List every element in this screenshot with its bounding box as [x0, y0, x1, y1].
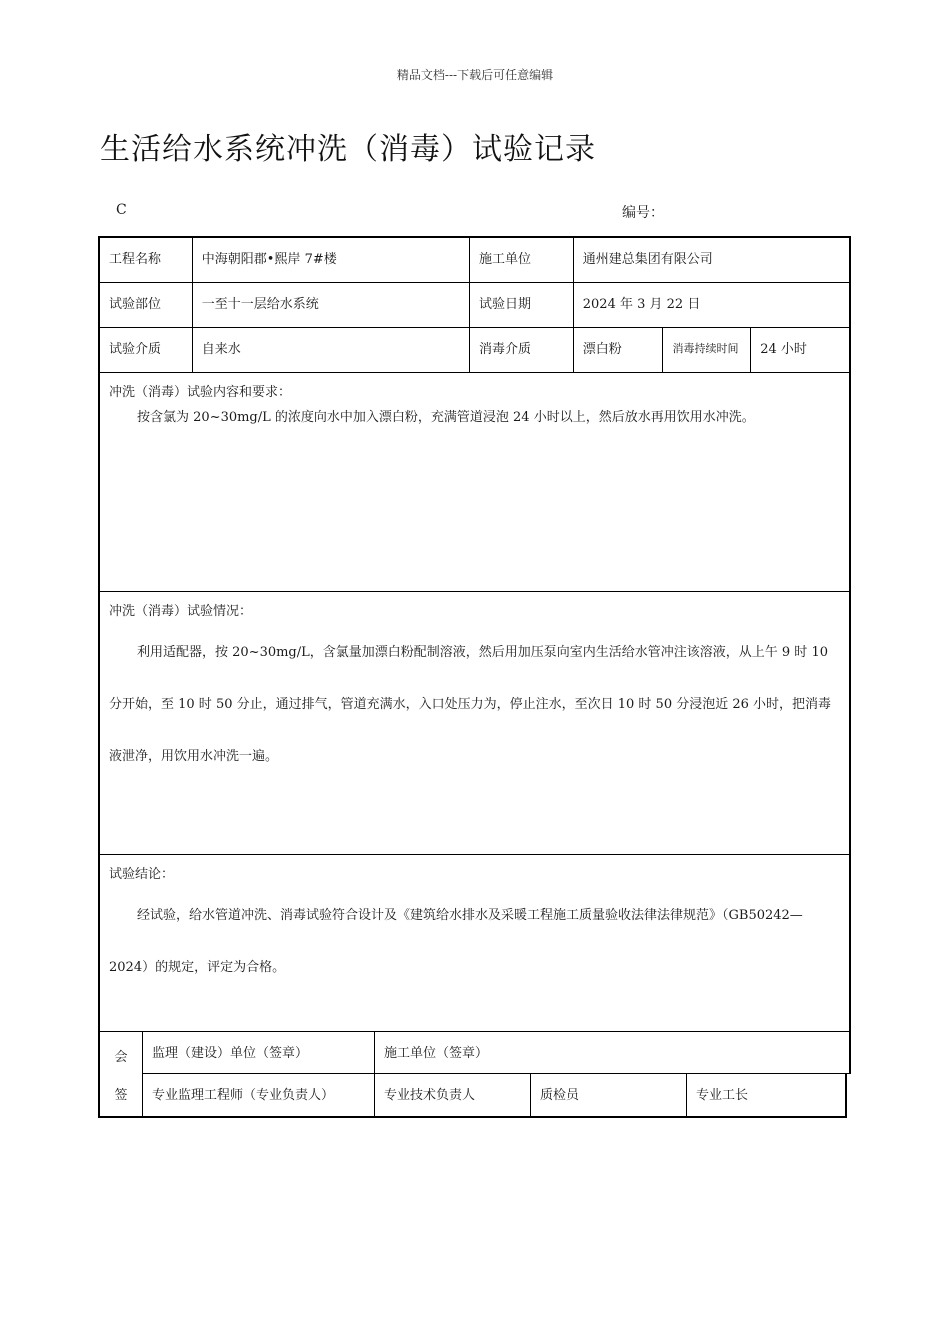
contractor-value: 通州建总集团有限公司	[582, 252, 713, 267]
conclusion-text: 经试验，给水管道冲洗、消毒试验符合设计及《建筑给水排水及采暖工程施工质量验收法律法律规范》（GB50242—2024）的规定，评定为合格。	[109, 908, 803, 975]
requirements-text: 按含氯为 20~30mg/L 的浓度向水中加入漂白粉，充满管道浸泡 24 小时以上，然后放水再用饮用水冲洗。	[137, 410, 755, 425]
info-row-test	[98, 283, 851, 328]
countersign-char-1: 会	[114, 1049, 128, 1065]
situation-label: 冲洗（消毒）试验情况：	[109, 604, 253, 619]
record-form	[98, 236, 851, 1118]
info-row-project	[98, 236, 851, 283]
situation-text: 利用适配器，按 20~30mg/L，含氯量加漂白粉配制溶液，然后用加压泵向室内生活给水管冲注该溶液，从上午 9 时 10 分开始，至 10 时 50 分止，通过排气，管道充满水，入口处压力为，停止注水，至次日 10 时 50 分浸泡近 26 小时，把消毒液泄净，用饮用水冲洗一遍。	[109, 645, 832, 764]
test-medium-value: 自来水	[193, 328, 470, 372]
disinfect-medium-label: 消毒介质	[470, 328, 574, 372]
countersign-char-2: 签	[114, 1087, 128, 1103]
test-medium-label: 试验介质	[100, 328, 193, 372]
test-date-label: 试验日期	[470, 283, 574, 327]
conclusion-section	[98, 855, 851, 1032]
construction-unit-seal: 施工单位（签章）	[384, 1046, 489, 1061]
requirements-label: 冲洗（消毒）试验内容和要求：	[109, 385, 292, 400]
situation-section	[98, 592, 851, 855]
contractor-label: 施工单位	[470, 238, 574, 282]
countersign-label	[100, 1032, 143, 1118]
quality-inspector-sign: 质检员	[531, 1074, 687, 1116]
info-row-medium	[98, 328, 851, 373]
project-name-label: 工程名称	[100, 238, 193, 282]
document-title: 生活给水系统冲洗（消毒）试验记录	[100, 132, 596, 167]
code-letter: C	[116, 202, 127, 218]
disinfect-duration-value: 24 小时	[760, 342, 807, 357]
serial-number-label: 编号：	[622, 205, 664, 221]
signature-section	[98, 1032, 851, 1118]
supervisor-unit-seal: 监理（建设）单位（签章）	[143, 1032, 375, 1073]
conclusion-label: 试验结论：	[109, 867, 175, 882]
supervising-engineer-sign: 专业监理工程师（专业负责人）	[143, 1074, 375, 1116]
project-name-value: 中海朝阳郡•熙岸 7#楼	[193, 238, 470, 282]
test-date-value: 2024 年 3 月 22 日	[582, 297, 701, 312]
foreman-sign: 专业工长	[696, 1087, 749, 1103]
test-part-label: 试验部位	[100, 283, 193, 327]
tech-lead-sign: 专业技术负责人	[375, 1074, 531, 1116]
disinfect-duration-label: 消毒持续时间	[663, 328, 751, 372]
test-part-value: 一至十一层给水系统	[193, 283, 470, 327]
requirements-section	[98, 373, 851, 592]
disinfect-medium-value: 漂白粉	[574, 328, 664, 372]
header-note: 精品文档---下载后可任意编辑	[396, 68, 554, 82]
